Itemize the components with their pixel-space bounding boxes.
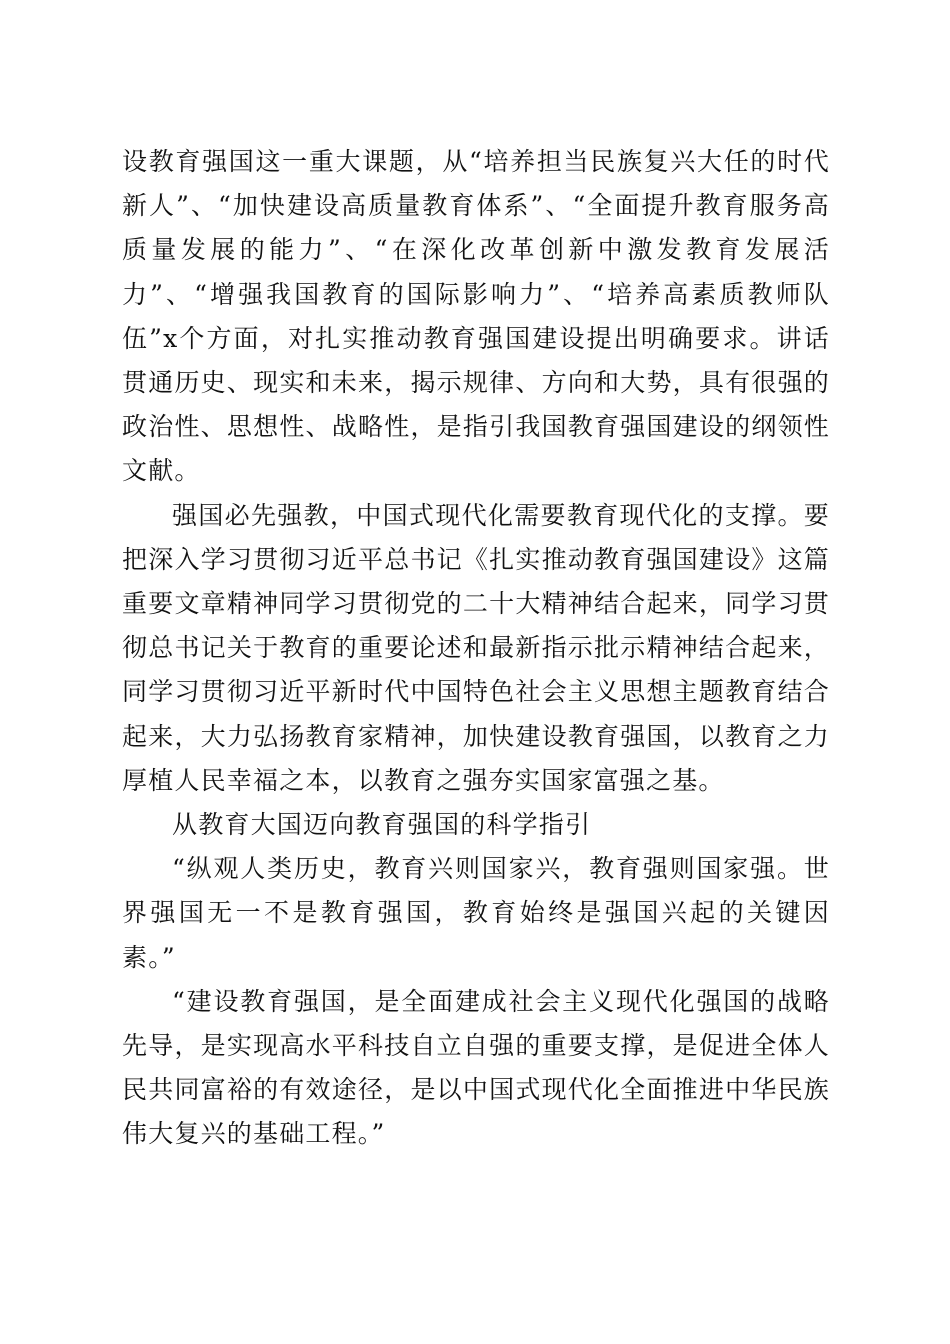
quote-paragraph-history: “纵观人类历史，教育兴则国家兴，教育强则国家强。世界强国无一不是教育强国，教育始终是强国兴起的关键因素。” (122, 854, 830, 972)
section-heading: 从教育大国迈向教育强国的科学指引 (172, 810, 592, 840)
paragraph-strong-nation: 强国必先强教，中国式现代化需要教育现代化的支撑。要把深入学习贯彻习近平总书记《扎实推动教育强国建设》这篇重要文章精神同学习贯彻党的二十大精神结合起来，同学习贯彻总书记关于教育的重要论述和最新指示批示精神结合起来，同学习贯彻习近平新时代中国特色社会主义思想主题教育结合起来，大力弘扬教育家精神，加快建设教育强国，以教育之力厚植人民幸福之本，以教育之强夯实国家富强之基。 (122, 500, 830, 795)
document-body (122, 140, 830, 1157)
paragraph-continued: 设教育强国这一重大课题，从“培养担当民族复兴大任的时代新人”、“加快建设高质量教育体系”、“全面提升教育服务高质量发展的能力”、“在深化改革创新中激发教育发展活力”、“增强我国教育的国际影响力”、“培养高素质教师队伍”x个方面，对扎实推动教育强国建设提出明确要求。讲话贯通历史、现实和未来，揭示规律、方向和大势，具有很强的政治性、思想性、战略性，是指引我国教育强国建设的纲领性文献。 (122, 147, 830, 486)
quote-paragraph-strategy: “建设教育强国，是全面建成社会主义现代化强国的战略先导，是实现高水平科技自立自强的重要支撑，是促进全体人民共同富裕的有效途径，是以中国式现代化全面推进中华民族伟大复兴的基础工程。” (122, 986, 830, 1149)
